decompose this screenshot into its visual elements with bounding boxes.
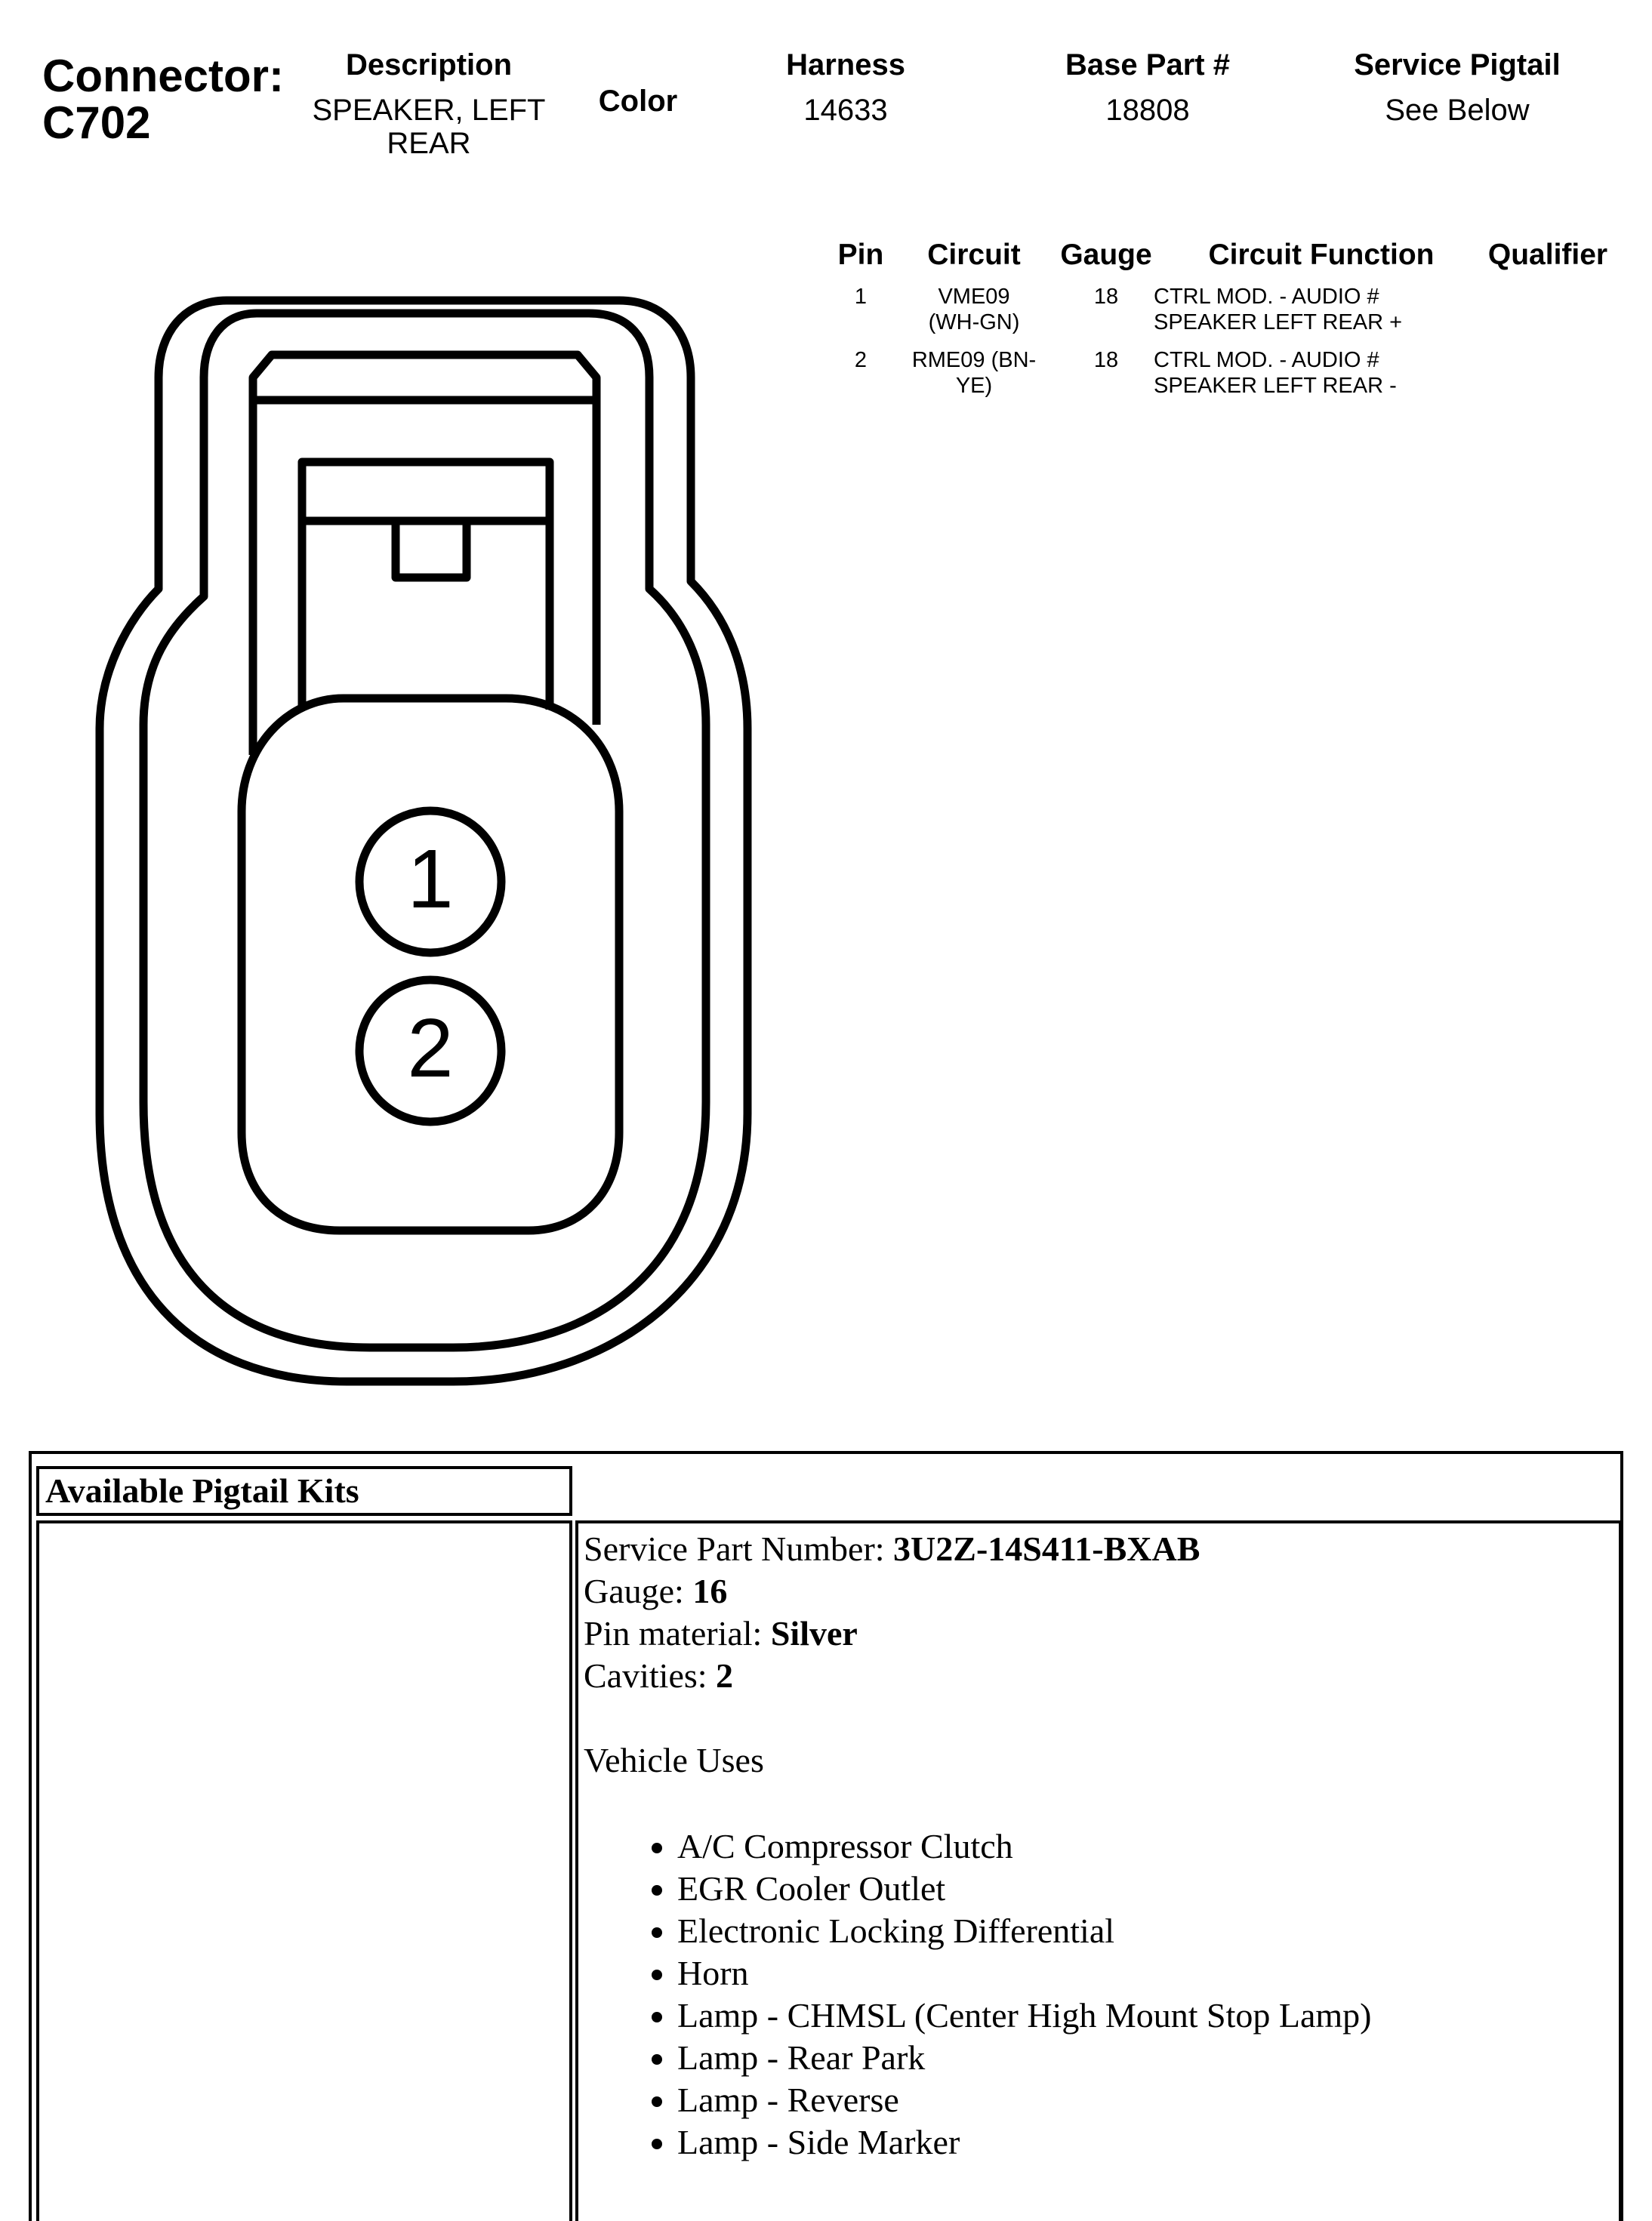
pigtail-image-cell bbox=[36, 1520, 572, 2221]
list-item: • Lamp - CHMSL (Center High Mount Stop Lamp) bbox=[677, 1995, 1610, 2037]
cavities-value: 2 bbox=[716, 1656, 734, 1695]
qualifier-col-header: Qualifier bbox=[1487, 239, 1608, 271]
list-item: • Electronic Locking Differential bbox=[677, 1910, 1610, 1952]
cavities-row bbox=[584, 1655, 1610, 1697]
description-value-line1: SPEAKER, LEFT bbox=[312, 94, 546, 127]
base-part-header: Base Part # bbox=[1065, 48, 1230, 82]
service-part-label: Service Part Number: bbox=[584, 1529, 894, 1568]
service-part-row bbox=[584, 1528, 1610, 1570]
pin-2-label: 2 bbox=[407, 1002, 454, 1095]
connector-title bbox=[42, 53, 284, 146]
pin-material-label: Pin material: bbox=[584, 1614, 771, 1653]
latch-tab bbox=[302, 462, 550, 710]
vehicle-uses-list bbox=[584, 1825, 1610, 2164]
pin-face bbox=[242, 698, 619, 1231]
base-part-value: 18808 bbox=[1105, 94, 1190, 127]
function-line: SPEAKER LEFT REAR + bbox=[1154, 310, 1403, 334]
description-value bbox=[278, 94, 580, 160]
function-line: CTRL MOD. - AUDIO # bbox=[1154, 285, 1379, 309]
service-pigtail-value: See Below bbox=[1385, 94, 1530, 127]
service-pigtail-header: Service Pigtail bbox=[1354, 48, 1561, 82]
pigtail-section-title: Available Pigtail Kits bbox=[36, 1466, 572, 1516]
connector-id: C702 bbox=[42, 97, 151, 148]
connector-label: Connector: bbox=[42, 51, 284, 101]
gauge-value: 16 bbox=[692, 1572, 728, 1610]
circuit-cell bbox=[898, 284, 1049, 335]
list-item: • Lamp - Reverse bbox=[677, 2079, 1610, 2121]
function-col-header: Circuit Function bbox=[1208, 239, 1435, 271]
gauge-cell: 18 bbox=[1093, 285, 1119, 309]
gauge-row bbox=[584, 1570, 1610, 1613]
cavities-label: Cavities: bbox=[584, 1656, 717, 1695]
function-line: CTRL MOD. - AUDIO # bbox=[1154, 348, 1379, 372]
list-item: • A/C Compressor Clutch bbox=[677, 1825, 1610, 1868]
function-line: SPEAKER LEFT REAR - bbox=[1154, 374, 1397, 398]
gauge-col-header: Gauge bbox=[1060, 239, 1152, 271]
circuit-cell bbox=[898, 347, 1049, 399]
pin-material-value: Silver bbox=[770, 1614, 858, 1653]
harness-value: 14633 bbox=[803, 94, 888, 127]
gauge-label: Gauge: bbox=[584, 1572, 693, 1610]
service-part-value: 3U2Z-14S411-BXAB bbox=[893, 1529, 1200, 1568]
circuit-line: VME09 bbox=[938, 285, 1010, 309]
color-header: Color bbox=[598, 85, 678, 118]
description-header: Description bbox=[345, 48, 513, 82]
gauge-cell: 18 bbox=[1093, 348, 1119, 372]
pin-table bbox=[815, 239, 1631, 405]
harness-header: Harness bbox=[786, 48, 905, 82]
description-value-line2: REAR bbox=[387, 127, 471, 160]
vehicle-uses-label: Vehicle Uses bbox=[584, 1741, 764, 1779]
circuit-col-header: Circuit bbox=[927, 239, 1021, 271]
pin-material-row bbox=[584, 1613, 1610, 1655]
pin-number: 2 bbox=[854, 348, 868, 372]
list-item: • Horn bbox=[677, 1952, 1610, 1995]
pin-col-header: Pin bbox=[837, 239, 884, 271]
list-item: • EGR Cooler Outlet bbox=[677, 1868, 1610, 1910]
list-item: • Lamp - Side Marker bbox=[677, 2121, 1610, 2164]
pigtail-details bbox=[584, 1528, 1610, 2164]
circuit-line: RME09 (BN- bbox=[911, 348, 1037, 372]
latch-notch bbox=[396, 521, 467, 578]
pin-1-label: 1 bbox=[407, 833, 454, 926]
circuit-line: YE) bbox=[955, 374, 993, 398]
list-item: • Lamp - Rear Park bbox=[677, 2037, 1610, 2079]
pin-number: 1 bbox=[854, 285, 868, 309]
function-cell bbox=[1154, 284, 1471, 335]
circuit-line: (WH-GN) bbox=[928, 310, 1020, 334]
function-cell bbox=[1154, 347, 1471, 399]
